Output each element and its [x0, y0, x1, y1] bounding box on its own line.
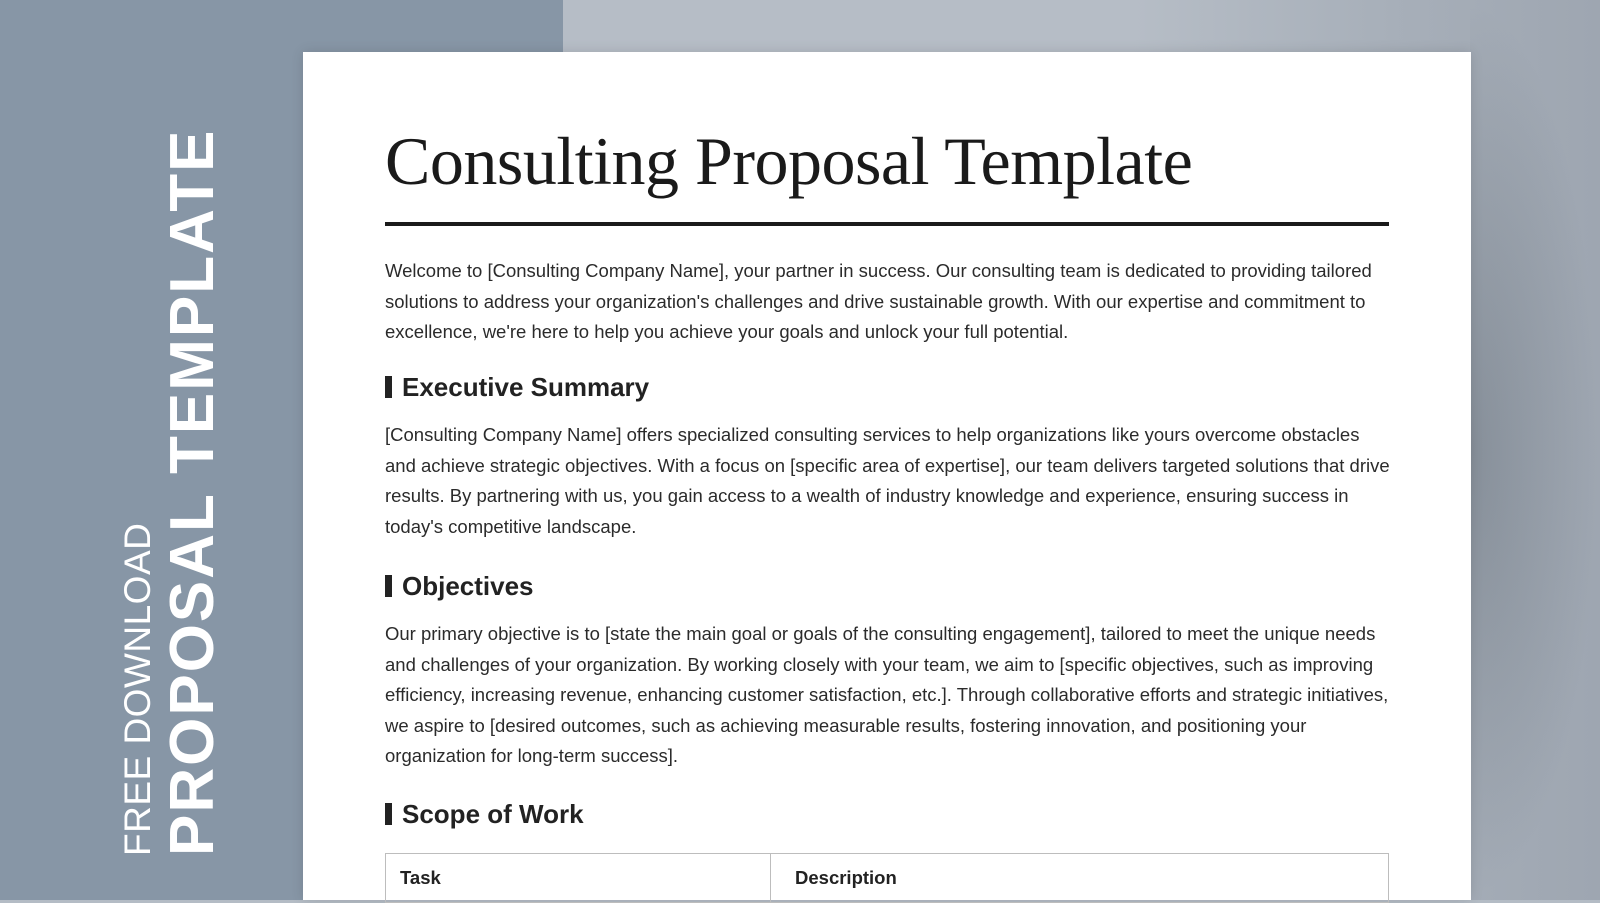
document-title: Consulting Proposal Template: [385, 123, 1193, 199]
table-header-description: Description: [771, 854, 1389, 903]
section-heading-executive-summary: [385, 369, 649, 405]
background-shadow: [1470, 0, 1600, 900]
vertical-banner: [0, 0, 300, 900]
intro-paragraph: Welcome to [Consulting Company Name], your partner in success. Our consulting team is dedicated to providing tailored solutions to address your organization's challenges and drive sustainable growth. With our expertise and commitment to excellence, we're here to help you achieve your goals and unlock your full potential.: [385, 260, 1372, 343]
objectives-paragraph: Our primary objective is to [state the main goal or goals of the consulting engagement], tailored to meet the unique needs and challenges of your organization. By working closely with your team, we aim to [specific objectives, such as improving efficiency, increasing revenue, enhancing customer satisfaction, etc.]. Through collaborative efforts and strategic initiatives, we aspire to [desired outcomes, such as achieving measurable results, fostering innovation, and positioning your organization for long-term success].: [385, 623, 1389, 767]
section-heading-label: Objectives: [402, 570, 534, 601]
section-heading-label: Executive Summary: [402, 371, 650, 402]
scope-of-work-table: [385, 853, 1389, 903]
banner-small-text: FREE DOWNLOAD: [117, 522, 158, 856]
title-divider: [385, 222, 1389, 226]
section-heading-scope-of-work: [385, 796, 584, 832]
banner-big-text: PROPOSAL TEMPLATE: [158, 128, 227, 856]
heading-bar-icon: [385, 803, 392, 825]
table-header-row: [386, 854, 1389, 903]
section-heading-label: Scope of Work: [402, 798, 584, 829]
executive-summary-paragraph: [Consulting Company Name] offers specialized consulting services to help organizations like yours overcome obstacles and achieve strategic objectives. With a focus on [specific area of expertise], our team delivers targeted solutions that drive results. By partnering with us, you gain access to a wealth of industry knowledge and experience, ensuring success in today's competitive landscape.: [385, 424, 1390, 537]
heading-bar-icon: [385, 376, 392, 398]
table-header-task: Task: [386, 854, 771, 903]
document-page: [303, 52, 1471, 900]
heading-bar-icon: [385, 575, 392, 597]
section-heading-objectives: [385, 568, 534, 604]
